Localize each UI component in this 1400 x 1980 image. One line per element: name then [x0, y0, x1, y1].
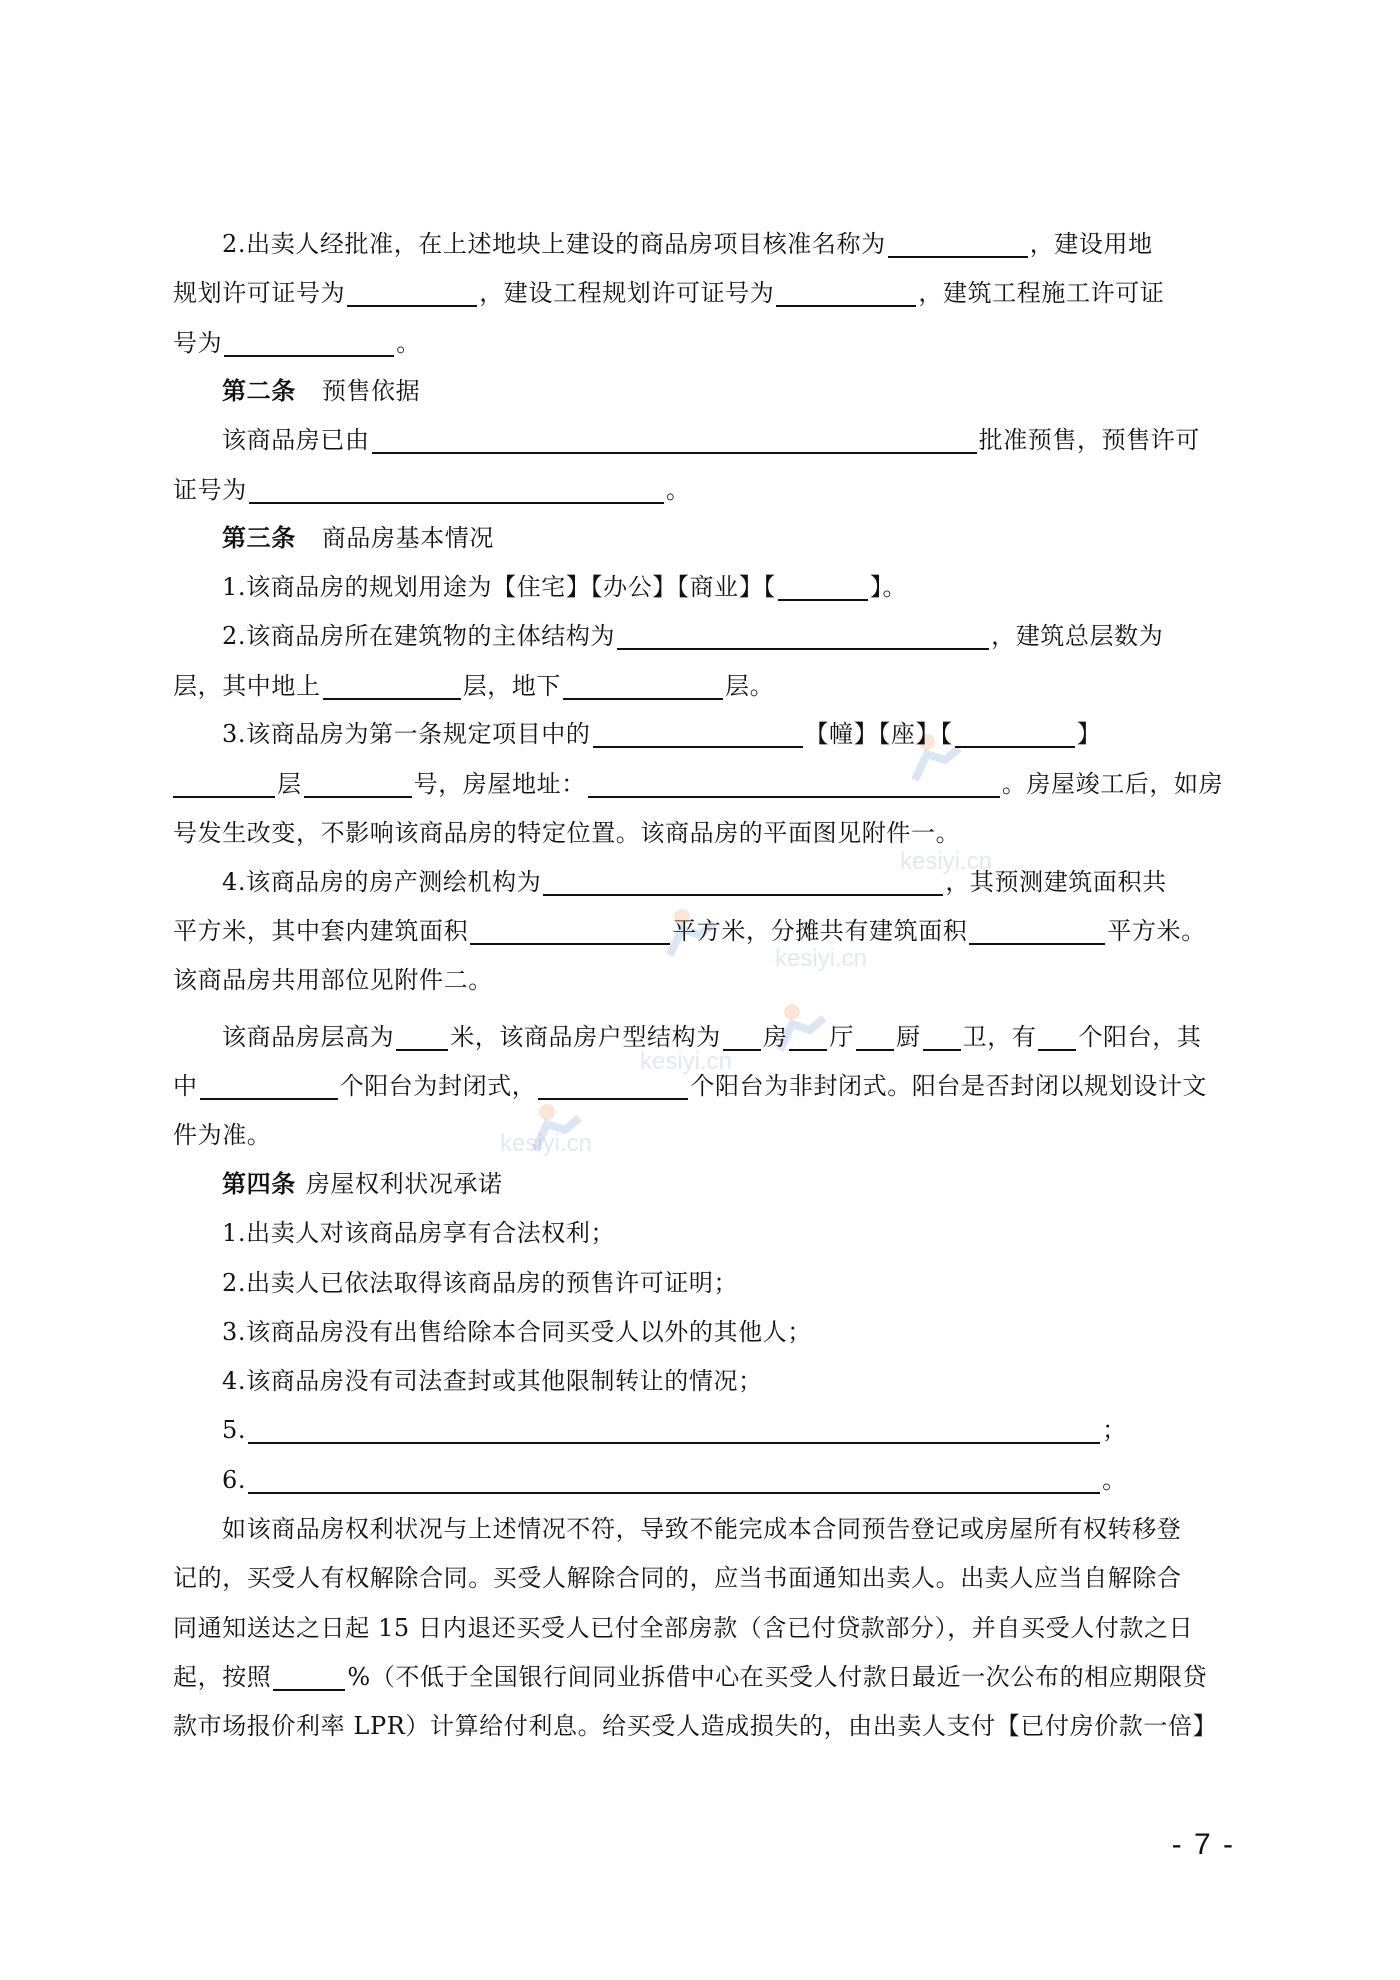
text: 规划许可证号为	[173, 279, 346, 307]
art3-item2-line2	[173, 664, 1235, 708]
blank-interest-rate[interactable]	[273, 1659, 345, 1691]
blank-construction-permit[interactable]	[224, 325, 394, 357]
page-number: - 7 -	[1171, 1828, 1235, 1861]
text: 米，该商品房户型结构为	[450, 1023, 721, 1051]
text: 平方米。	[1107, 917, 1206, 945]
art4-item5	[222, 1408, 1235, 1452]
art4-para-line5	[173, 1704, 1235, 1748]
text: 该商品房层高为	[222, 1023, 395, 1051]
text: 厨	[896, 1023, 921, 1051]
article-number: 第二条	[222, 376, 296, 405]
art3-item2-line1	[222, 614, 1235, 658]
blank-main-structure[interactable]	[617, 618, 989, 650]
text: 房	[762, 1023, 788, 1051]
text: 2.该商品房所在建筑物的主体结构为	[222, 622, 616, 650]
blank-floors-below[interactable]	[563, 668, 723, 700]
art1-item2-line3	[173, 321, 1235, 365]
text: 号发生改变，不影响该商品房的特定位置。该商品房的平面图见附件一。	[173, 819, 961, 847]
blank-usage-other[interactable]	[778, 569, 868, 601]
art4-para-line1	[222, 1507, 1235, 1551]
text: 卫，有	[962, 1023, 1037, 1051]
art3-item4-line2	[173, 909, 1235, 953]
art1-item2-line2	[173, 271, 1235, 315]
text: 。	[396, 329, 421, 357]
text: 起，按照	[173, 1663, 272, 1691]
blank-balconies[interactable]	[1038, 1019, 1076, 1051]
text: ，建筑工程施工许可证	[918, 279, 1165, 307]
blank-floor-no[interactable]	[173, 766, 275, 798]
text: 厅	[829, 1023, 855, 1051]
text: 该商品房已由	[222, 426, 370, 454]
blank-closed-balconies[interactable]	[200, 1068, 338, 1100]
text: 证号为	[173, 476, 247, 504]
text: 同通知送达之日起 15 日内退还买受人已付全部房款（含已付贷款部分），并自买受人付款之日	[173, 1614, 1194, 1642]
art3-item3-line1	[222, 712, 1235, 756]
article-title: 商品房基本情况	[321, 524, 495, 552]
text: 个阳台为封闭式，	[339, 1072, 537, 1100]
text: 3.该商品房没有出售给除本合同买受人以外的其他人；	[222, 1318, 812, 1346]
text: ；	[1102, 1416, 1127, 1444]
text: 平方米，分摊共有建筑面积	[672, 917, 968, 945]
text: 记的，买受人有权解除合同。买受人解除合同的，应当书面通知出卖人。出卖人应当自解除合	[173, 1564, 1182, 1592]
text: 如该商品房权利状况与上述情况不符，导致不能完成本合同预告登记或房屋所有权转移登	[222, 1515, 1182, 1543]
blank-baths[interactable]	[923, 1019, 961, 1051]
article-title: 房屋权利状况承诺	[305, 1170, 503, 1198]
blank-building-id[interactable]	[593, 716, 803, 748]
text: ，建设工程规划许可证号为	[479, 279, 775, 307]
text: 款市场报价利率 LPR）计算给付利息。给买受人造成损失的，由出卖人支付【已付房价款一倍】	[173, 1712, 1218, 1740]
text: 该商品房共用部位见附件二。	[173, 966, 493, 994]
text: 层。	[725, 672, 775, 700]
text: 层，地下	[462, 672, 562, 700]
text: 【幢】【座】【	[804, 720, 953, 748]
watermark-text: kesiyi.cn	[775, 945, 868, 972]
text: 5.	[222, 1416, 247, 1444]
text: 3.该商品房为第一条规定项目中的	[222, 720, 591, 748]
text: 2.出卖人经批准，在上述地块上建设的商品房项目核准名称为	[222, 230, 886, 258]
article-3-heading	[222, 516, 1235, 560]
text: 件为准。	[173, 1121, 272, 1149]
watermark-text: kesiyi.cn	[640, 1048, 733, 1075]
article-4-heading	[222, 1162, 1235, 1206]
art2-line1	[222, 418, 1235, 462]
text: ，其预测建筑面积共	[945, 868, 1167, 896]
blank-rooms[interactable]	[723, 1019, 761, 1051]
text: 1.出卖人对该商品房享有合法权利；	[222, 1219, 616, 1247]
blank-land-permit[interactable]	[347, 275, 477, 307]
art4-item6	[222, 1458, 1235, 1502]
blank-room-no[interactable]	[304, 766, 412, 798]
blank-unit-other[interactable]	[955, 716, 1075, 748]
art4-para-line3	[173, 1606, 1235, 1650]
art4-item2	[222, 1261, 1235, 1305]
art4-item3	[222, 1310, 1235, 1354]
text: 2.出卖人已依法取得该商品房的预售许可证明；	[222, 1269, 739, 1297]
blank-planning-permit[interactable]	[776, 275, 916, 307]
text: 】	[1076, 720, 1102, 748]
text: ，建设用地	[1029, 230, 1153, 258]
watermark-text: kesiyi.cn	[500, 1130, 593, 1157]
text: 】。	[869, 573, 908, 601]
text: 层，其中地上	[173, 672, 321, 700]
blank-address[interactable]	[588, 766, 1000, 798]
art3-para-line2	[173, 1064, 1235, 1108]
article-number: 第三条	[222, 523, 296, 552]
blank-halls[interactable]	[789, 1019, 827, 1051]
text: 号，房屋地址：	[413, 770, 586, 798]
art3-para-line1	[222, 1015, 1235, 1059]
blank-shared-area[interactable]	[969, 913, 1105, 945]
art1-item2-line1	[222, 222, 1235, 266]
art3-item1	[222, 565, 1235, 609]
text: 。房屋竣工后，如房	[1001, 770, 1224, 798]
art2-line2	[173, 468, 1235, 512]
blank-open-balconies[interactable]	[538, 1068, 688, 1100]
article-title: 预售依据	[321, 377, 421, 405]
art3-item3-line3	[173, 811, 1235, 855]
art3-item3-line2	[173, 762, 1235, 806]
text: 中	[173, 1072, 198, 1100]
text: 个阳台为非封闭式。阳台是否封闭以规划设计文	[690, 1072, 1208, 1100]
blank-survey-agency[interactable]	[543, 864, 943, 896]
text: 。	[665, 476, 691, 504]
art4-para-line4	[173, 1655, 1235, 1699]
art3-item4-line1	[222, 860, 1235, 904]
text: 1.该商品房的规划用途为【住宅】【办公】【商业】【	[222, 573, 776, 601]
art4-para-line2	[173, 1556, 1235, 1600]
blank-item5[interactable]	[248, 1412, 1100, 1444]
text: 。	[1102, 1466, 1127, 1494]
text: %（不低于全国银行间同业拆借中心在买受人付款日最近一次公布的相应期限贷	[347, 1663, 1208, 1691]
text: 平方米，其中套内建筑面积	[173, 917, 469, 945]
text: ，建筑总层数为	[991, 622, 1164, 650]
text: 批准预售，预售许可	[978, 426, 1201, 454]
art3-item4-line3	[173, 958, 1235, 1002]
blank-presale-permit[interactable]	[249, 472, 664, 504]
article-number: 第四条	[222, 1169, 296, 1198]
blank-item6[interactable]	[248, 1462, 1100, 1494]
blank-inner-area[interactable]	[470, 913, 670, 945]
blank-kitchens[interactable]	[856, 1019, 894, 1051]
text: 号为	[173, 329, 223, 357]
text: 6.	[222, 1466, 247, 1494]
watermark-text: kesiyi.cn	[900, 848, 993, 875]
art4-item1	[222, 1211, 1235, 1255]
blank-floor-height[interactable]	[396, 1019, 448, 1051]
text: 4.该商品房没有司法查封或其他限制转让的情况；	[222, 1367, 763, 1395]
art4-item4	[222, 1359, 1235, 1403]
art3-para-line3	[173, 1113, 1235, 1157]
text: 层	[277, 770, 302, 798]
text: 4.该商品房的房产测绘机构为	[222, 868, 542, 896]
text: 个阳台，其	[1078, 1023, 1202, 1051]
article-2-heading	[222, 369, 1235, 413]
blank-floors-above[interactable]	[323, 668, 461, 700]
blank-project-name[interactable]	[888, 226, 1028, 258]
blank-approval-authority[interactable]	[372, 422, 977, 454]
